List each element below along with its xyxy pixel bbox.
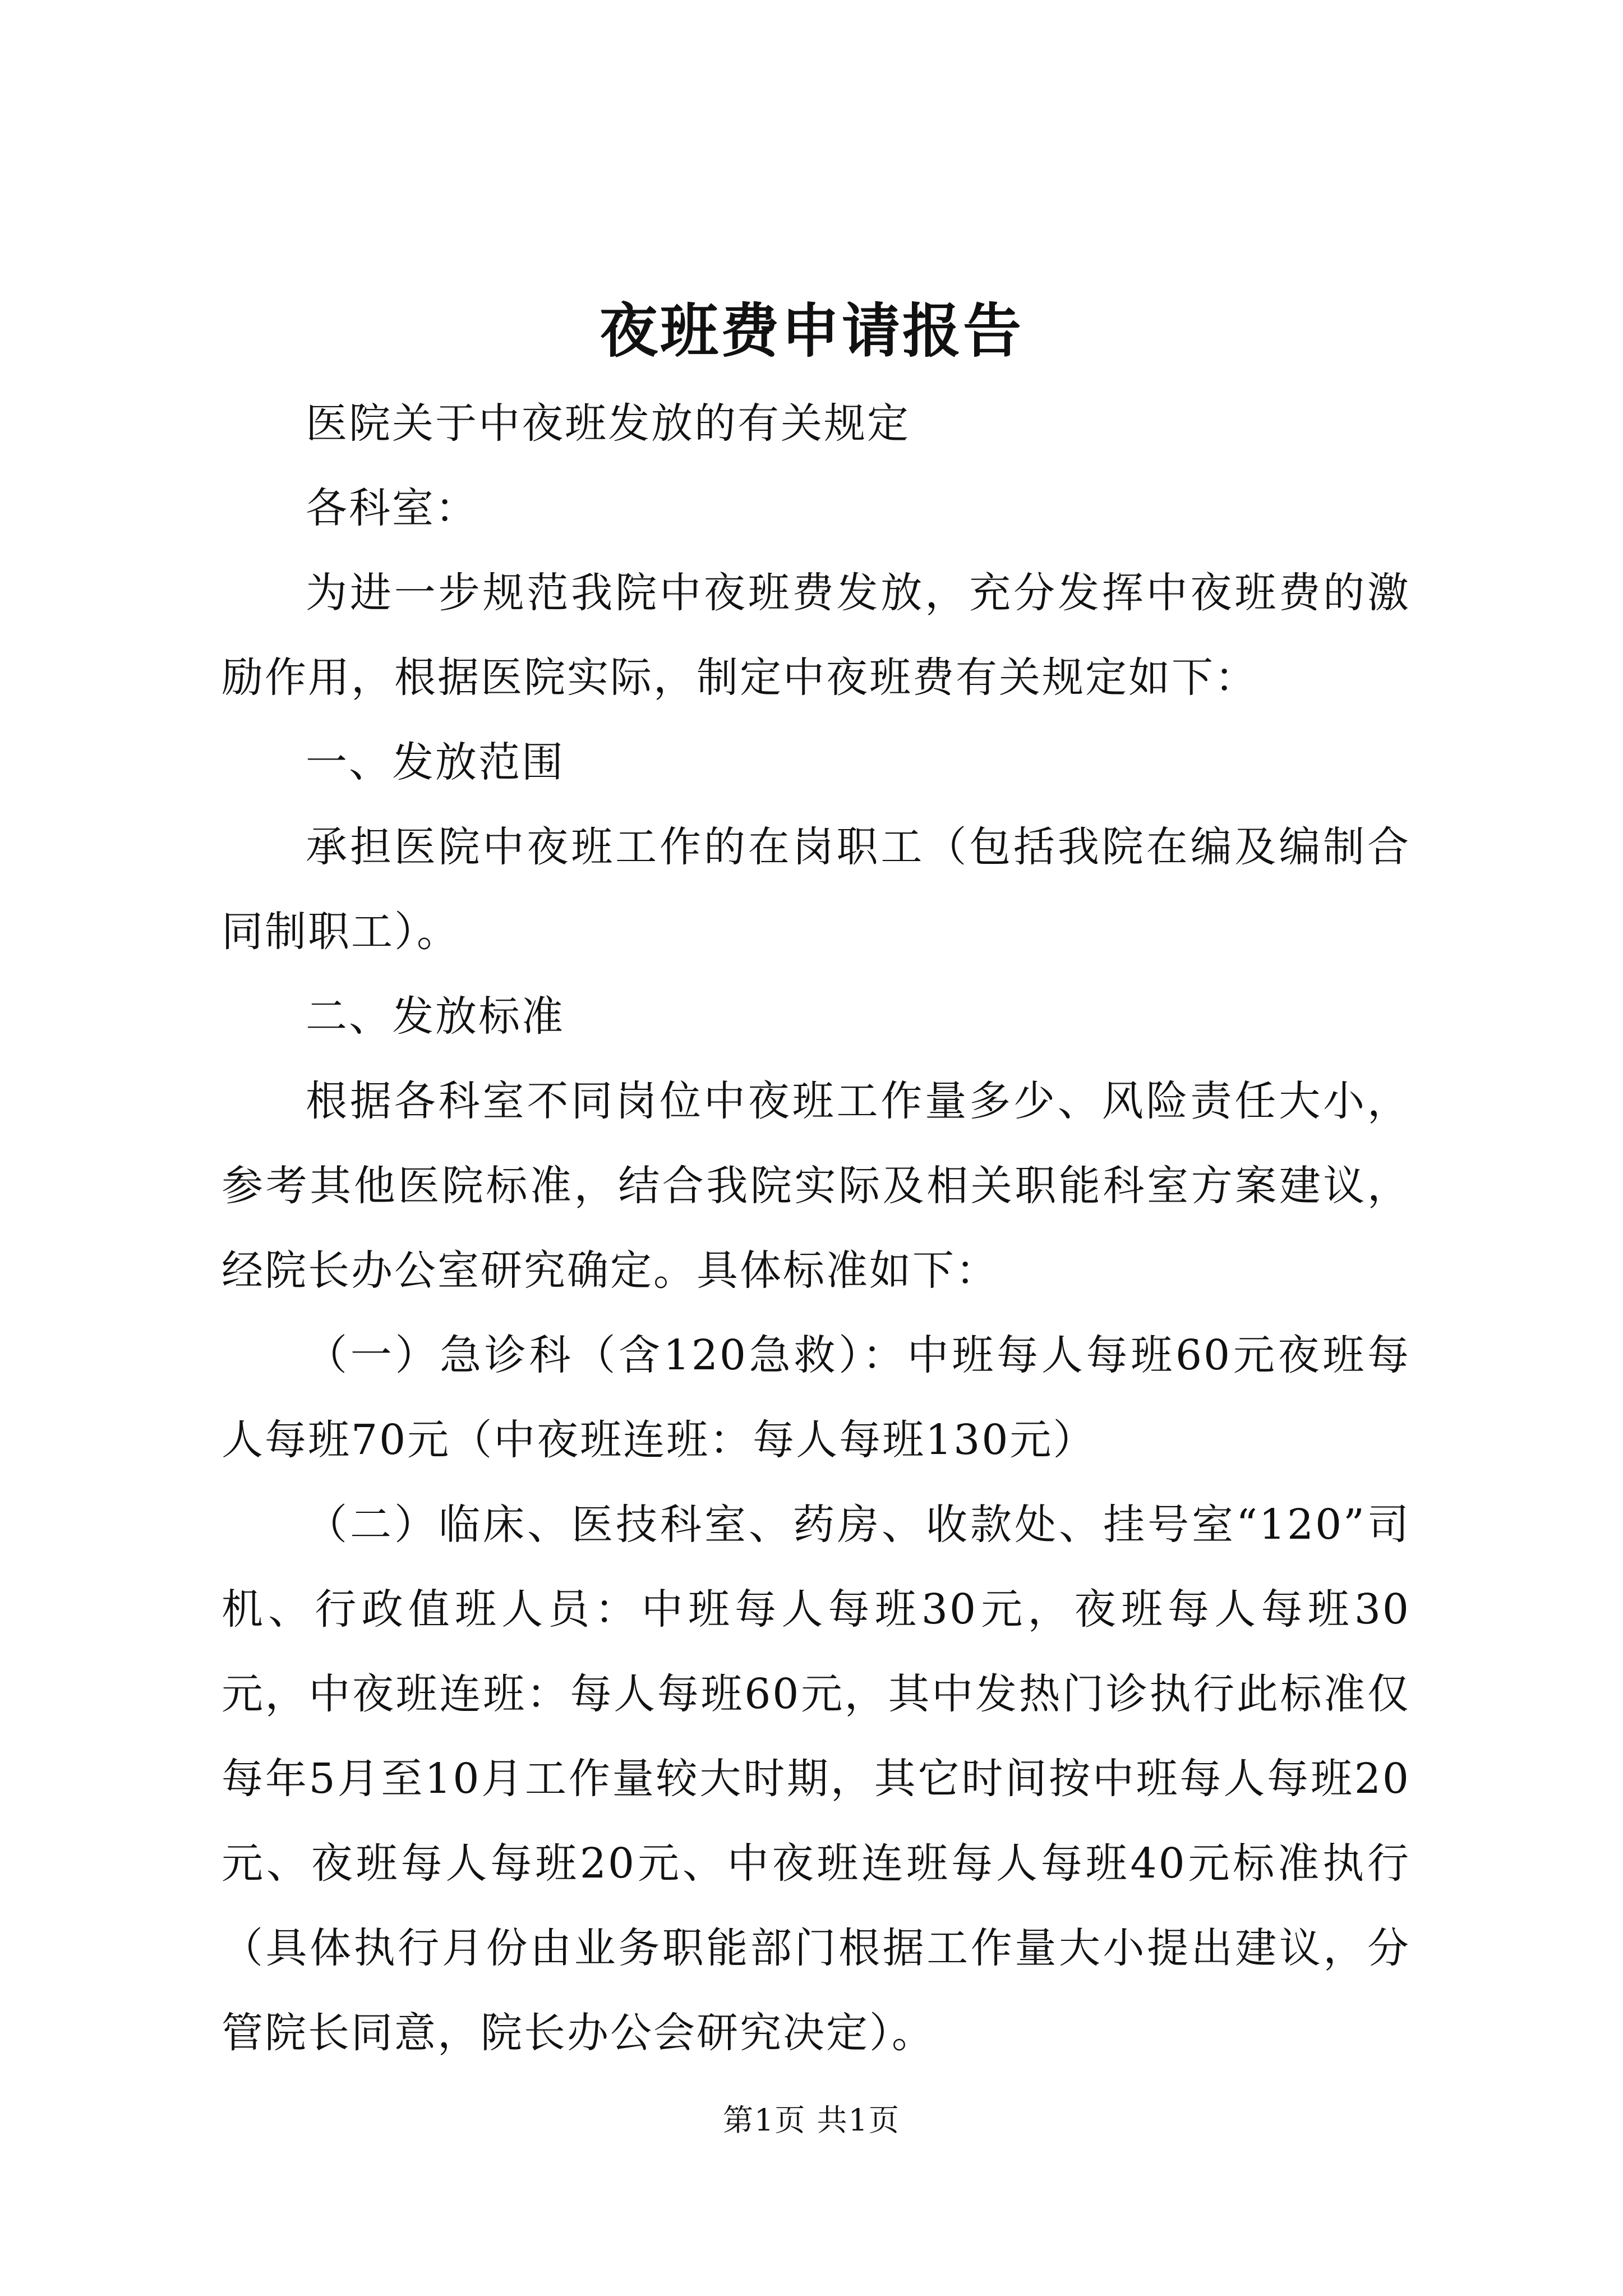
section-heading-scope: 一、发放范围 bbox=[306, 738, 565, 786]
scope-paragraph: 承担医院中夜班工作的在岗职工（包括我院在编及编制合同制职工）。 bbox=[222, 823, 1410, 956]
section-heading-standard: 二、发放标准 bbox=[306, 992, 565, 1041]
salutation: 各科室： bbox=[306, 484, 478, 532]
page-footer: 第1页 共1页 bbox=[723, 2102, 900, 2138]
standard-item-emergency: （一）急诊科（含120急救）：中班每人每班60元夜班每人每班70元（中夜班连班：每人每班130元） bbox=[222, 1331, 1410, 1464]
document-body bbox=[222, 381, 1410, 2076]
notice-heading: 医院关于中夜班发放的有关规定 bbox=[306, 399, 910, 448]
document-title: 夜班费申请报告 bbox=[599, 296, 1023, 365]
standard-intro-paragraph: 根据各科室不同岗位中夜班工作量多少、风险责任大小，参考其他医院标准，结合我院实际及相关职能科室方案建议，经院长办公室研究确定。具体标准如下： bbox=[222, 1077, 1410, 1295]
intro-paragraph: 为进一步规范我院中夜班费发放，充分发挥中夜班费的激励作用，根据医院实际，制定中夜班费有关规定如下： bbox=[222, 569, 1410, 702]
standard-item-clinical: （二）临床、医技科室、药房、收款处、挂号室“120”司机、行政值班人员：中班每人每班30元，夜班每人每班30元，中夜班连班：每人每班60元，其中发热门诊执行此标准仅每年5月至10月工作量较大时期，其它时间按中班每人每班20元、夜班每人每班20元、中夜班连班每人每班40元标准执行（具体执行月份由业务职能部门根据工作量大小提出建议，分管院长同意，院长办公会研究决定）。 bbox=[222, 1501, 1410, 2057]
